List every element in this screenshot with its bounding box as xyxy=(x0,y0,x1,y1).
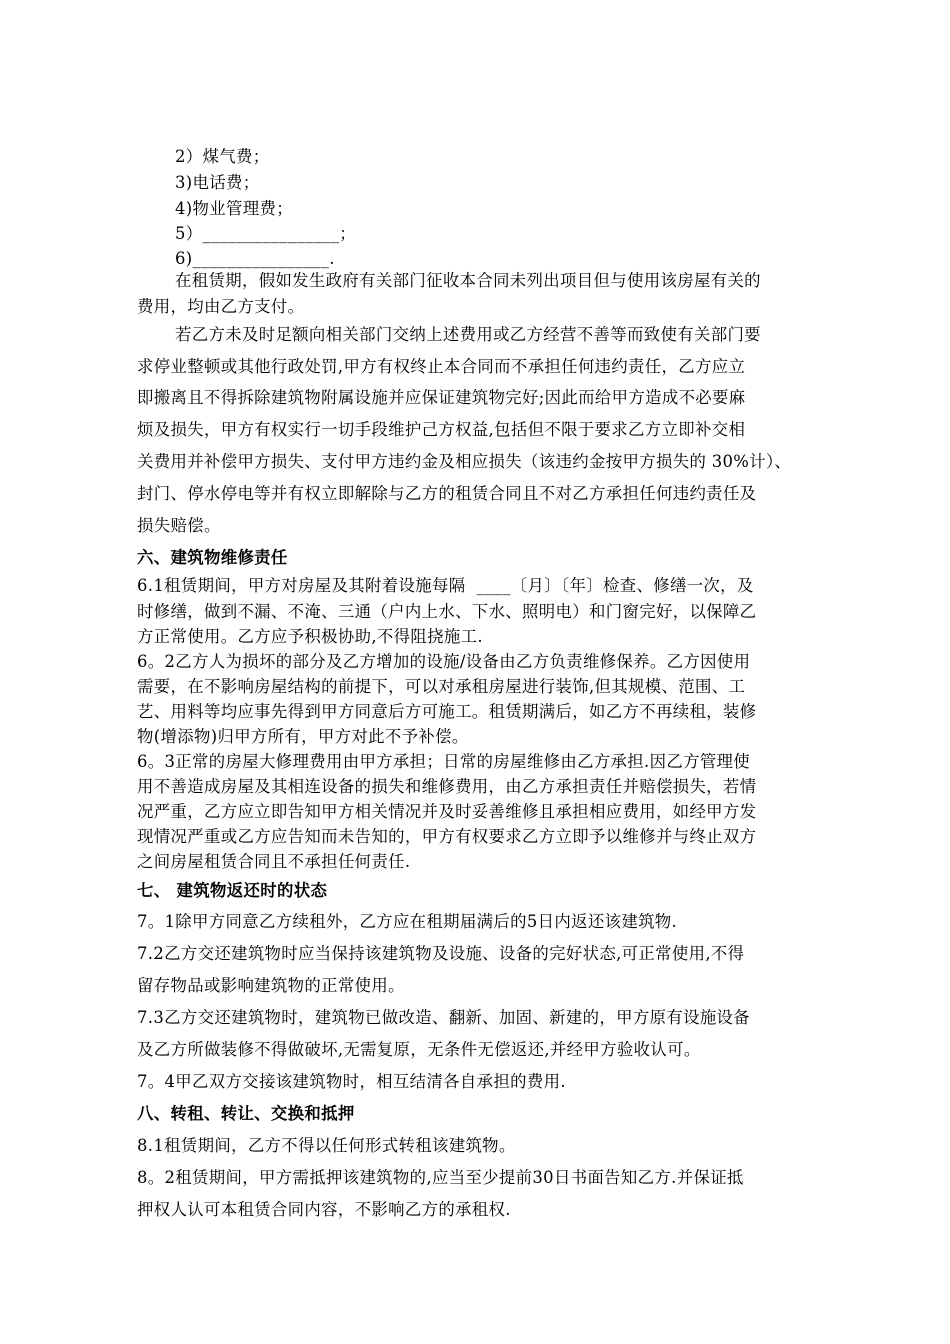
text-line: 7。1除甲方同意乙方续租外，乙方应在租期届满后的5日内返还该建筑物. xyxy=(137,912,678,931)
text-line: 2）煤气费； xyxy=(175,147,270,166)
text-line: 封门、停水停电等并有权立即解除与乙方的租赁合同且不对乙方承担任何违约责任及 xyxy=(137,484,757,503)
text-line: 3)电话费； xyxy=(175,173,260,192)
text-line: 即搬离且不得拆除建筑物附属设施并应保证建筑物完好;因此而给甲方造成不必要麻 xyxy=(137,388,746,407)
text-line: 4)物业管理费； xyxy=(175,199,293,218)
text-line: 8.1租赁期间，乙方不得以任何形式转租该建筑物。 xyxy=(137,1136,516,1155)
text-line: 艺、用料等均应事先得到甲方同意后方可施工。租赁期满后，如乙方不再续租，装修 xyxy=(137,702,757,721)
section-heading: 七、 建筑物返还时的状态 xyxy=(137,881,328,900)
text-line: 若乙方未及时足额向相关部门交纳上述费用或乙方经营不善等而致使有关部门要 xyxy=(175,325,761,344)
text-line: 6。2乙方人为损坏的部分及乙方增加的设施/设备由乙方负责维修保养。乙方因使用 xyxy=(137,652,751,671)
text-line: 押权人认可本租赁合同内容，不影响乙方的承租权. xyxy=(137,1200,511,1219)
text-line: 7。4甲乙双方交接该建筑物时，相互结清各自承担的费用. xyxy=(137,1072,566,1091)
text-line: 6)________________. xyxy=(175,249,335,268)
text-line: 现情况严重或乙方应告知而未告知的，甲方有权要求乙方立即予以维修并与终止双方 xyxy=(137,827,757,846)
text-line: 烦及损失，甲方有权实行一切手段维护己方权益,包括但不限于要求乙方立即补交相 xyxy=(137,420,746,439)
text-line: 费用，均由乙方支付。 xyxy=(137,297,305,316)
text-line: 之间房屋租赁合同且不承担任何责任. xyxy=(137,852,411,871)
text-line: 7.2乙方交还建筑物时应当保持该建筑物及设施、设备的完好状态,可正常使用,不得 xyxy=(137,944,745,963)
text-line: 时修缮，做到不漏、不淹、三通（户内上水、下水、照明电）和门窗完好，以保障乙 xyxy=(137,602,757,621)
text-line: 6。3正常的房屋大修理费用由甲方承担；日常的房屋维修由乙方承担.因乙方管理使 xyxy=(137,752,751,771)
text-line: 关费用并补偿甲方损失、支付甲方违约金及相应损失（该违约金按甲方损失的 30%计）、 xyxy=(137,452,792,471)
text-line: 损失赔偿。 xyxy=(137,516,221,535)
text-line: 及乙方所做装修不得做破坏,无需复原，无条件无偿返还,并经甲方验收认可。 xyxy=(137,1040,701,1059)
section-heading: 八、转租、转让、交换和抵押 xyxy=(137,1104,355,1123)
text-line: 况严重，乙方应立即告知甲方相关情况并及时妥善维修且承担相应费用，如经甲方发 xyxy=(137,802,757,821)
section-heading: 六、建筑物维修责任 xyxy=(137,548,288,567)
text-line: 用不善造成房屋及其相连设备的损失和维修费用，由乙方承担责任并赔偿损失，若情 xyxy=(137,777,757,796)
text-line: 5）________________； xyxy=(175,224,356,243)
text-line: 7.3乙方交还建筑物时，建筑物已做改造、翻新、加固、新建的，甲方原有设施设备 xyxy=(137,1008,751,1027)
text-line: 在租赁期，假如发生政府有关部门征收本合同未列出项目但与使用该房屋有关的 xyxy=(175,271,761,290)
text-line: 8。2租赁期间，甲方需抵押该建筑物的,应当至少提前30日书面告知乙方.并保证抵 xyxy=(137,1168,744,1187)
text-line: 留存物品或影响建筑物的正常使用。 xyxy=(137,976,405,995)
text-line: 6.1租赁期间，甲方对房屋及其附着设施每隔 ____〔月〕〔年〕检查、修缮一次，及 xyxy=(137,576,754,595)
text-line: 物(增添物)归甲方所有，甲方对此不予补偿。 xyxy=(137,727,469,746)
text-line: 求停业整顿或其他行政处罚,甲方有权终止本合同而不承担任何违约责任，乙方应立 xyxy=(137,357,746,376)
text-line: 需要，在不影响房屋结构的前提下，可以对承租房屋进行装饰,但其规模、范围、工 xyxy=(137,677,746,696)
text-line: 方正常使用。乙方应予积极协助,不得阻挠施工. xyxy=(137,627,483,646)
